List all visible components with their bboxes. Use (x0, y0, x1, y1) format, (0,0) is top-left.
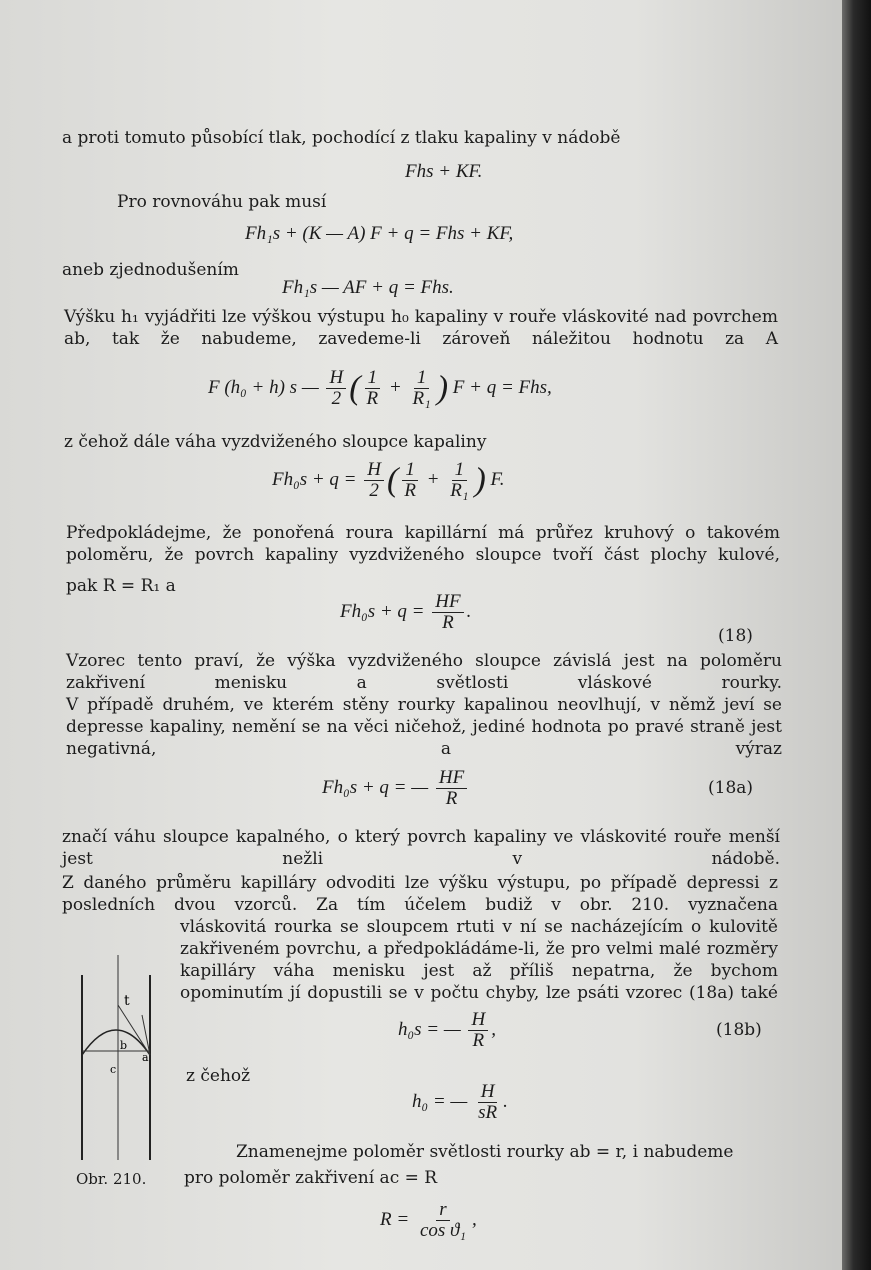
equation: h₀s = — $\frac{H}{R}$ , (398, 1009, 496, 1051)
equation: F (h₀ + h) s — $\frac{H}{2}$ ( $\frac{1}{R}$ + $\frac{1}{\text{R₁}}$ ) F + q = Fhs, (208, 367, 552, 409)
fig-label-b: b (120, 1039, 128, 1052)
capillary-figure (70, 945, 170, 1160)
paragraph: Z daného průměru kapilláry odvoditi lze výšku výstupu, po případě depressi z posledních dvou vzorců. Za tím účelem budiž v obr. 210. vyznačena (62, 873, 778, 915)
equation: Fh₀s + q = $\frac{H}{2}$ ( $\frac{1}{R}$ + $\frac{1}{\text{R₁}}$ ) F. (272, 459, 505, 501)
paragraph: Předpokládejme, že ponořená roura kapillární má průřez kruhový o takovém poloměru, že povrch kapaliny vyzdviženého sloupce tvoří část plochy kulové, (66, 523, 780, 565)
book-spine (842, 0, 871, 1270)
paragraph: V případě druhém, ve kterém stěny rourky kapalinou neovlhují, v němž jeví se depresse kapaliny, nemění se na věci ničehož, jediné hodnota po pravé straně jest negativná, a výraz (66, 695, 782, 759)
text-line: Znamenejme poloměr světlosti rourky ab = r, i nabudeme (236, 1142, 734, 1162)
text-line: z čehož dále váha vyzdviženého sloupce kapaliny (64, 432, 487, 452)
text-line: pak R = R₁ a (66, 576, 176, 596)
figure-caption: Obr. 210. (76, 1170, 147, 1188)
equation-number: (18) (718, 626, 753, 646)
equation: Fh₁s + (K — A) F + q = Fhs + KF, (245, 223, 514, 244)
text-line: pro poloměr zakřivení ac = R (184, 1168, 438, 1188)
equation: Fh₁s — AF + q = Fhs. (282, 277, 454, 298)
paragraph: Výšku h₁ vyjádřiti lze výškou výstupu h₀ kapaliny v rouře vláskovité nad povrchem ab, tak že nabudeme, zavedeme-li zároveň náležitou hodnotu za A (64, 307, 778, 349)
fig-label-t: t (124, 993, 130, 1009)
text-line: aneb zjednodušením (62, 260, 239, 280)
text-line: z čehož (186, 1066, 251, 1086)
fig-label-a: a (142, 1051, 149, 1064)
equation: R = $\frac{r}{\text{cos ϑ₁}}$ , (380, 1199, 477, 1241)
paragraph: Vzorec tento praví, že výška vyzdviženého sloupce závislá jest na poloměru zakřivení menisku a světlosti vláskové rourky. (66, 651, 782, 693)
fig-label-c: c (110, 1063, 117, 1076)
paragraph: značí váhu sloupce kapalného, o který povrch kapaliny ve vláskovité rouře menší jest nežli v nádobě. (62, 827, 780, 869)
text-line: Pro rovnováhu pak musí (117, 192, 327, 212)
equation: Fhs + KF. (405, 161, 483, 182)
paragraph: vláskovitá rourka se sloupcem rtuti v ní se nacházejícím o kulovitě zakřiveném povrchu, a předpokládáme-li, že pro velmi malé rozměry kapilláry váha menisku jest až příliš nepatrna, že bychom opominutím jí dopustili se v počtu chyby, lze psáti vzorec (18a) také (180, 917, 778, 1003)
equation: h₀ = — $\frac{H}{sR}$ . (412, 1081, 508, 1123)
text-line: a proti tomuto působící tlak, pochodící z tlaku kapaliny v nádobě (62, 128, 621, 148)
equation-number: (18b) (716, 1020, 762, 1040)
equation: Fh₀s + q = — $\frac{HF}{R}$ (322, 768, 470, 809)
equation-number: (18a) (708, 778, 754, 798)
equation: Fh₀s + q = $\frac{HF}{R}$ . (340, 591, 472, 633)
